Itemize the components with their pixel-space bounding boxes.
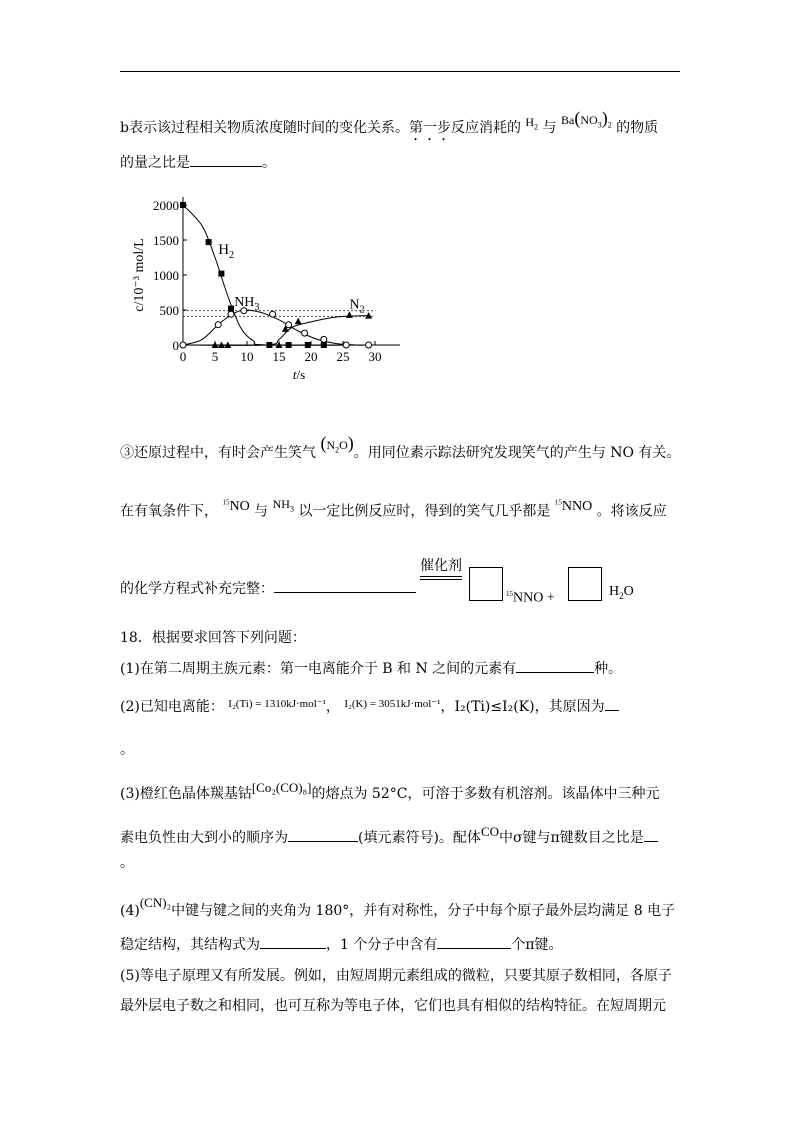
answer-blank-1[interactable] <box>516 658 594 673</box>
x-tick-label: 5 <box>211 349 219 364</box>
q17-line-2: 的量之比是 。 <box>120 152 276 173</box>
q18-part-3: (3)橙红色晶体羰基钴[Co₂(CO)₈]的熔点为 52°C，可溶于多数有机溶剂。该晶体中三种元 <box>120 780 660 802</box>
q17-3-line-1: ③还原过程中，有时会产生笑气 $(N_2O)$。用同位素示踪法研究发现笑气的产生与 NO 有关。 <box>120 433 681 461</box>
nh3-marker <box>321 336 327 342</box>
y-tick-label: 0 <box>172 338 179 353</box>
answer-blank-4b[interactable] <box>437 934 511 949</box>
q17-text-2: 的量之比是 <box>120 155 190 171</box>
q17-text-end: 的物质 <box>616 120 659 136</box>
nh3-marker <box>343 342 349 348</box>
q18-part-4-line-2: 稳定结构，其结构式为 ，1 个分子中含有 个π键。 <box>120 934 563 955</box>
q18-part-3-end: 。 <box>120 855 134 871</box>
y-tick-label: 1000 <box>153 268 179 283</box>
reactant-blank[interactable] <box>274 578 416 593</box>
answer-blank-4a[interactable] <box>260 934 326 949</box>
h2-marker <box>305 342 311 348</box>
h2-marker <box>286 342 292 348</box>
chart-labels <box>132 198 382 382</box>
x-axis-label: t/s <box>292 367 306 382</box>
series-label-h2: $H_2$ <box>218 242 235 261</box>
q17-3-line-3: 的化学方程式补充完整： <box>120 578 416 599</box>
nh3-marker <box>180 342 186 348</box>
co2-co8-formula: [Co₂(CO)₈] <box>251 780 312 795</box>
n2-curve <box>183 316 369 346</box>
chart-reference-lines <box>183 311 375 317</box>
nh3-marker <box>270 311 276 317</box>
q17-emphasis-text: 第一步 <box>408 120 451 136</box>
catalyst-label: 催化剂 <box>420 555 462 580</box>
n2o-formula: $(N_2O)$ <box>320 433 354 455</box>
ti-ionization-formula: I₂(Ti) = 1310kJ·mol⁻¹ <box>228 698 326 710</box>
h2-formula: $H_2$ <box>525 115 539 132</box>
q18-title: 18．根据要求回答下列问题： <box>120 630 306 646</box>
nh3-marker <box>228 311 234 317</box>
nh3-marker <box>302 330 308 336</box>
q18-part-4: (4)(CN)₂中键与键之间的夹角为 180°，并有对称性，分子中每个原子最外层均满足 8 电子 <box>120 895 676 919</box>
y-axis-label: c/10⁻³ mol/L <box>132 238 147 312</box>
series-label-n2: $N_2$ <box>349 297 365 316</box>
x-tick-label: 30 <box>368 349 382 364</box>
15nno-formula: $^{15}$NNO <box>554 498 593 514</box>
y-tick-label: 500 <box>159 303 179 318</box>
h2-marker <box>266 342 272 348</box>
answer-blank-2[interactable] <box>605 696 619 711</box>
y-tick-label: 2000 <box>153 198 179 213</box>
nh3-marker <box>366 342 372 348</box>
x-tick-label: 20 <box>304 349 318 364</box>
header-rule <box>120 71 680 72</box>
q17-text: b表示该过程相关物质浓度随时间的变化关系。 <box>120 120 409 136</box>
nh3-marker <box>215 322 221 328</box>
x-tick-label: 25 <box>336 349 350 364</box>
nh3-marker <box>286 322 292 328</box>
q18-part-2-end: 。 <box>120 742 134 758</box>
x-tick-label: 0 <box>179 349 187 364</box>
q18-part-3-line-2: 素电负性由大到小的顺序为 (填元素符号)。配体CO中σ键与π键数目之比是 <box>120 822 658 848</box>
q17-3-line-2: 在有氧条件下， $^{15}$NO 与 $NH_3$ 以一定比例反应时，得到的笑气几乎都是 $^{15}$NNO 。将该反应 <box>120 496 667 520</box>
answer-blank[interactable] <box>190 152 262 167</box>
15no-formula: $^{15}$NO <box>222 498 250 514</box>
series-label-nh3: $NH_3$ <box>234 294 260 313</box>
k-ionization-formula: I₂(K) = 3051kJ·mol⁻¹ <box>344 698 441 710</box>
coefficient-box-nno[interactable] <box>469 567 503 601</box>
q18-part-1: (1)在第二周期主族元素：第一电离能介于 B 和 N 之间的元素有 种。 <box>120 658 622 679</box>
ba-no3-formula: $Ba(NO_3)_2$ <box>561 108 612 130</box>
answer-blank-3a[interactable] <box>288 827 358 842</box>
q17-line-1 <box>120 108 658 144</box>
nh3-formula: $NH_3$ <box>272 496 294 514</box>
product-h2o: $H_2O$ <box>609 584 634 601</box>
chart-curves <box>183 205 369 345</box>
y-tick-label: 1500 <box>153 233 179 248</box>
q17-text-mid: 反应消耗的 <box>450 120 521 136</box>
q18-part-2: (2)已知电离能： $^{I_2(Ti) = 1310kJ\cdot mol^{-1}}$， $^{I_2(K) = 3051kJ\cdot mol^{-1}}$，I₂(Ti)≤I₂(K)，其原因为 <box>120 694 619 717</box>
h2-marker <box>218 271 224 277</box>
co-formula: CO <box>480 824 499 839</box>
n2-marker <box>295 318 302 325</box>
answer-blank-3b[interactable] <box>644 827 658 842</box>
h2-curve <box>183 205 369 345</box>
x-tick-label: 15 <box>272 349 286 364</box>
q17-and: 与 <box>542 120 557 136</box>
coefficient-box-h2o[interactable] <box>568 567 602 601</box>
chart-markers <box>180 202 372 348</box>
h2-marker <box>180 202 186 208</box>
concentration-time-chart <box>125 185 415 405</box>
q18-part-5-line-1: (5)等电子原理又有所发展。例如，由短周期元素组成的微粒，只要其原子数相同，各原子 <box>120 968 672 984</box>
h2-marker <box>206 239 212 245</box>
x-tick-label: 10 <box>240 349 254 364</box>
product-nno: $^{15}$NNO + <box>506 590 555 606</box>
q18-part-5-line-2: 最外层电子数之和相同，也可互称为等电子体，它们也具有相似的结构特征。在短周期元 <box>120 998 666 1014</box>
cn2-formula: (CN)₂ <box>139 895 172 910</box>
